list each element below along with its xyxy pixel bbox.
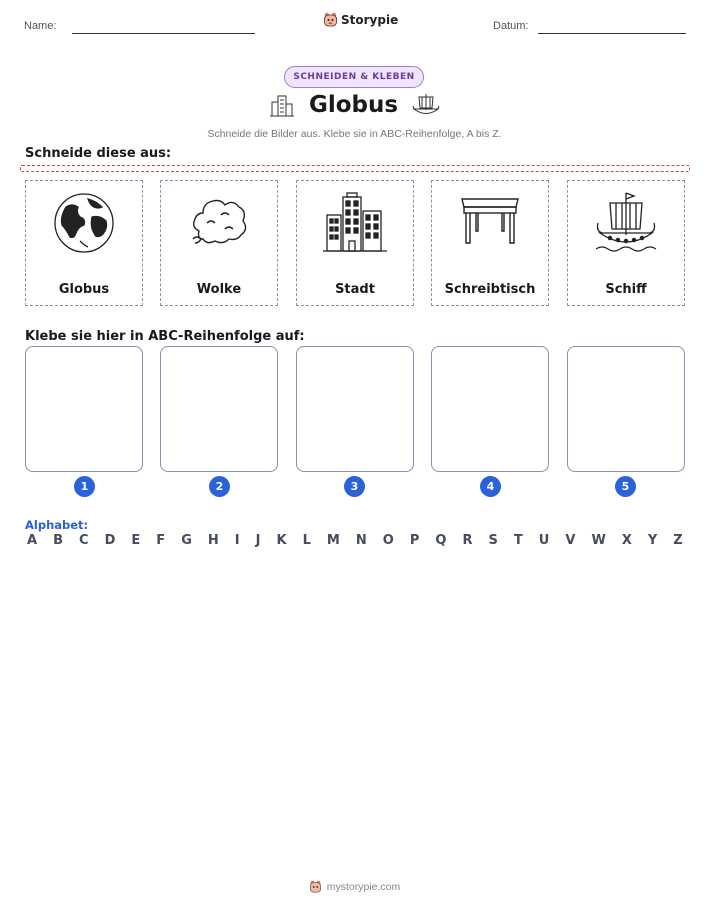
- city-icon: [323, 191, 387, 255]
- cut-line: [20, 165, 690, 172]
- card-label: Wolke: [196, 282, 242, 297]
- paste-slot-3[interactable]: [296, 346, 414, 472]
- cut-card-stadt[interactable]: [296, 180, 414, 306]
- alphabet-letter: S: [488, 533, 498, 548]
- alphabet-letter: M: [326, 533, 340, 548]
- card-label: Schiff: [605, 282, 647, 297]
- instructions: Schneide die Bilder aus. Klebe sie in ABC-Reihenfolge, A bis Z.: [207, 128, 502, 140]
- alphabet-letter: D: [104, 533, 116, 548]
- ship-icon: [594, 191, 658, 255]
- alphabet-letter: Q: [435, 533, 447, 548]
- alphabet-letter: V: [565, 533, 576, 548]
- title-row: [0, 92, 709, 118]
- footer: [0, 880, 709, 894]
- paste-heading: Klebe sie hier in ABC-Reihenfolge auf:: [25, 329, 305, 344]
- footer-url[interactable]: mystorypie.com: [326, 881, 401, 893]
- paste-slot-2[interactable]: [160, 346, 278, 472]
- paste-slot-4[interactable]: [431, 346, 549, 472]
- date-line[interactable]: [538, 33, 686, 34]
- cut-card-schiff[interactable]: [567, 180, 685, 306]
- alphabet-letter: T: [513, 533, 523, 548]
- alphabet-letter: A: [27, 533, 38, 548]
- alphabet-letter: W: [591, 533, 606, 548]
- alphabet-letter: I: [234, 533, 240, 548]
- alphabet-letter: K: [276, 533, 287, 548]
- alphabet-letter: B: [53, 533, 63, 548]
- alphabet-letter: U: [538, 533, 550, 548]
- paste-slot-5[interactable]: [567, 346, 685, 472]
- alphabet-letter: E: [131, 533, 141, 548]
- slot-number-badge: 5: [615, 476, 636, 497]
- cut-card-schreibtisch[interactable]: [431, 180, 549, 306]
- card-label: Schreibtisch: [444, 282, 536, 297]
- card-label: Globus: [58, 282, 110, 297]
- slot-number-badge: 2: [209, 476, 230, 497]
- slot-number-badge: 1: [74, 476, 95, 497]
- date-label: Datum:: [493, 20, 529, 32]
- alphabet-letter: P: [409, 533, 420, 548]
- alphabet-letter: F: [156, 533, 166, 548]
- cut-heading: Schneide diese aus:: [25, 146, 172, 161]
- alphabet-row: [27, 533, 683, 548]
- alphabet-letter: H: [207, 533, 219, 548]
- alphabet-letter: Y: [647, 533, 658, 548]
- page-title: Globus: [308, 92, 399, 118]
- city-icon: [269, 92, 295, 118]
- storypie-mascot-icon: [323, 12, 338, 28]
- paste-slot-1[interactable]: [25, 346, 143, 472]
- alphabet-letter: O: [382, 533, 394, 548]
- alphabet-letter: R: [462, 533, 473, 548]
- brand-name: Storypie: [341, 13, 399, 27]
- alphabet-label: Alphabet:: [25, 518, 89, 532]
- alphabet-letter: N: [355, 533, 367, 548]
- alphabet-letter: J: [255, 533, 261, 548]
- alphabet-letter: X: [621, 533, 632, 548]
- activity-badge: SCHNEIDEN & KLEBEN: [284, 66, 424, 88]
- name-line[interactable]: [72, 33, 255, 34]
- alphabet-letter: G: [181, 533, 192, 548]
- alphabet-letter: Z: [673, 533, 683, 548]
- storypie-mascot-icon: [309, 880, 322, 894]
- cloud-icon: [187, 191, 251, 255]
- desk-icon: [458, 191, 522, 255]
- slot-number-badge: 3: [344, 476, 365, 497]
- card-label: Stadt: [335, 282, 375, 297]
- alphabet-letter: C: [79, 533, 89, 548]
- cut-card-wolke[interactable]: [160, 180, 278, 306]
- slot-number-badge: 4: [480, 476, 501, 497]
- ship-icon: [412, 92, 440, 118]
- alphabet-letter: L: [302, 533, 311, 548]
- name-label: Name:: [24, 20, 57, 32]
- globe-icon: [52, 191, 116, 255]
- cut-card-globus[interactable]: [25, 180, 143, 306]
- brand-logo: [323, 12, 398, 28]
